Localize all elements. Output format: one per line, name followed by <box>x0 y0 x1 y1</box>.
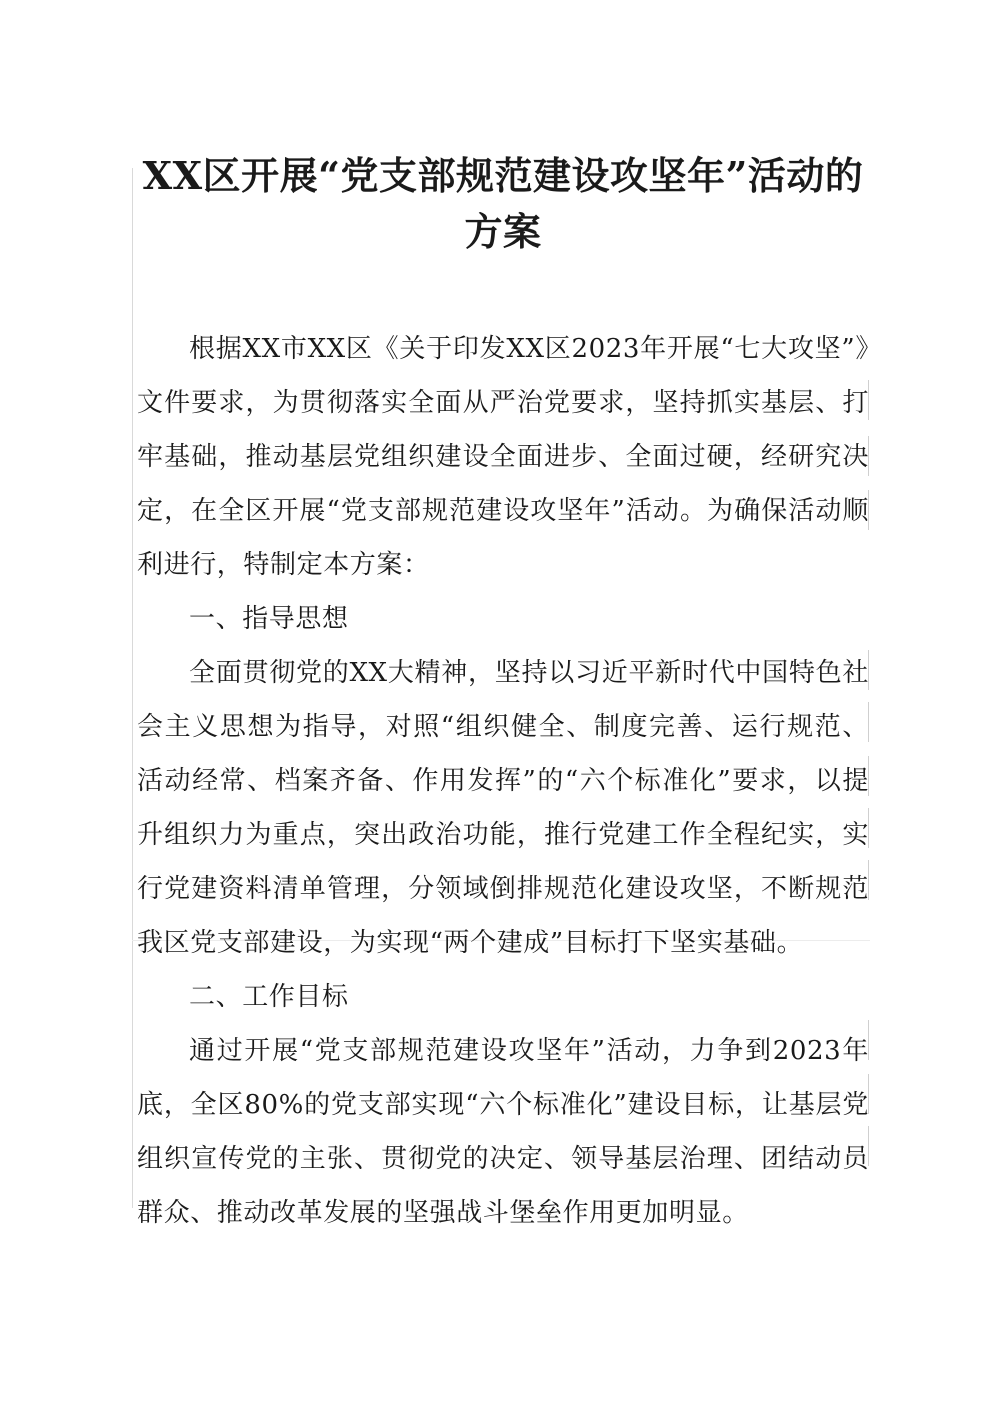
section-body-guiding-thought: 全面贯彻党的XX大精神，坚持以习近平新时代中国特色社会主义思想为指导，对照“组织健全、制度完善、运行规范、活动经常、档案齐备、作用发挥”的“六个标准化”要求，以提升组织力为重点，突出政治功能，推行党建工作全程纪实，实行党建资料清单管理，分领域倒排规范化建设攻坚，不断规范我区党支部建设，为实现“两个建成”目标打下坚实基础。 <box>137 658 869 958</box>
document-body <box>137 148 869 1240</box>
title-line-2: 方案 <box>464 209 542 254</box>
section-heading-guiding-thought: 一、指导思想 <box>189 604 349 634</box>
document-title <box>137 148 869 260</box>
section-heading-work-goals: 二、工作目标 <box>189 982 349 1012</box>
left-margin-guide <box>132 168 133 1208</box>
intro-paragraph: 根据XX市XX区《关于印发XX区2023年开展“七大攻坚”》文件要求，为贯彻落实全面从严治党要求，坚持抓实基层、打牢基础，推动基层党组织建设全面进步、全面过硬，经研究决定，在全区开展“党支部规范建设攻坚年”活动。为确保活动顺利进行，特制定本方案： <box>137 334 869 580</box>
title-line-1: XX区开展“党支部规范建设攻坚年”活动的 <box>142 153 864 198</box>
title-spacer <box>137 260 869 322</box>
section-body-work-goals: 通过开展“党支部规范建设攻坚年”活动，力争到2023年底，全区80%的党支部实现“六个标准化”建设目标，让基层党组织宣传党的主张、贯彻党的决定、领导基层治理、团结动员群众、推动改革发展的坚强战斗堡垒作用更加明显。 <box>137 1036 869 1228</box>
